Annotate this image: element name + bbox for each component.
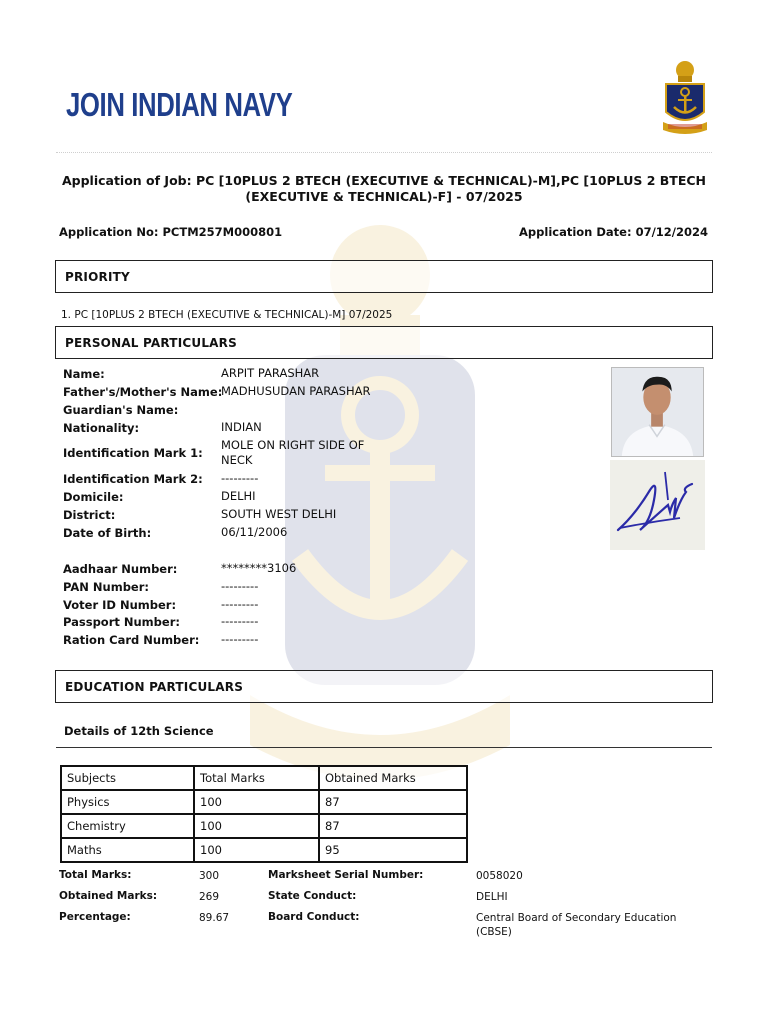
table-row bbox=[61, 814, 467, 838]
table-row bbox=[61, 790, 467, 814]
total-marks-value: 300 bbox=[199, 870, 220, 882]
marks-table bbox=[60, 765, 468, 863]
percentage-label: Percentage: bbox=[59, 911, 131, 923]
table-cell: 100 bbox=[194, 790, 319, 814]
state-conduct-value: DELHI bbox=[476, 891, 508, 903]
detail-value: 06/11/2006 bbox=[221, 525, 288, 539]
board-conduct-value: Central Board of Secondary Education (CBSE) bbox=[476, 912, 677, 938]
detail-value: ARPIT PARASHAR bbox=[221, 366, 320, 380]
header-divider bbox=[56, 152, 712, 153]
section-title: EDUCATION PARTICULARS bbox=[65, 680, 244, 694]
table-header-row bbox=[61, 766, 467, 790]
priority-item: 1. PC [10PLUS 2 BTECH (EXECUTIVE & TECHNICAL)-M] 07/2025 bbox=[61, 309, 393, 321]
detail-value: MADHUSUDAN PARASHAR bbox=[221, 384, 371, 398]
detail-value: INDIAN bbox=[221, 420, 262, 434]
applicant-signature bbox=[610, 460, 705, 550]
column-header: Total Marks bbox=[194, 766, 319, 790]
detail-label: PAN Number: bbox=[63, 580, 149, 594]
detail-label: Ration Card Number: bbox=[63, 633, 200, 647]
column-header: Subjects bbox=[61, 766, 194, 790]
table-cell: 100 bbox=[194, 838, 319, 862]
total-marks-label: Total Marks: bbox=[59, 869, 132, 881]
section-title: PERSONAL PARTICULARS bbox=[65, 336, 237, 350]
application-number: Application No: PCTM257M000801 bbox=[59, 225, 283, 239]
detail-label: Guardian's Name: bbox=[63, 403, 179, 417]
board-conduct-label: Board Conduct: bbox=[268, 911, 360, 923]
state-conduct-label: State Conduct: bbox=[268, 890, 357, 902]
detail-label: Nationality: bbox=[63, 421, 140, 435]
table-cell: 87 bbox=[319, 814, 467, 838]
detail-label: Domicile: bbox=[63, 490, 124, 504]
detail-label: Voter ID Number: bbox=[63, 598, 177, 612]
table-cell: Physics bbox=[61, 790, 194, 814]
brand-title: JOIN INDIAN NAVY bbox=[66, 86, 293, 123]
detail-value: SOUTH WEST DELHI bbox=[221, 507, 337, 521]
navy-emblem-icon bbox=[660, 58, 710, 136]
detail-label: Name: bbox=[63, 367, 105, 381]
job-title: Application of Job: PC [10PLUS 2 BTECH (EXECUTIVE & TECHNICAL)-M],PC [10PLUS 2 BTECH (EXECUTIVE & TECHNICAL)-F] - 07/2025 bbox=[61, 173, 707, 204]
applicant-photo bbox=[611, 367, 704, 457]
detail-label: Identification Mark 2: bbox=[63, 472, 203, 486]
priority-section-header bbox=[55, 260, 713, 293]
percentage-value: 89.67 bbox=[199, 912, 230, 924]
detail-value: --------- bbox=[221, 614, 259, 628]
detail-label: District: bbox=[63, 508, 116, 522]
detail-value: MOLE ON RIGHT SIDE OF NECK bbox=[221, 438, 365, 467]
serial-number-label: Marksheet Serial Number: bbox=[268, 869, 424, 881]
column-header: Obtained Marks bbox=[319, 766, 467, 790]
table-cell: 87 bbox=[319, 790, 467, 814]
obtained-marks-label: Obtained Marks: bbox=[59, 890, 158, 902]
subheading-divider bbox=[56, 747, 712, 748]
table-cell: Chemistry bbox=[61, 814, 194, 838]
detail-label: Identification Mark 1: bbox=[63, 446, 203, 460]
serial-number-value: 0058020 bbox=[476, 870, 523, 882]
table-cell: 100 bbox=[194, 814, 319, 838]
detail-value: DELHI bbox=[221, 489, 256, 503]
education-section-header bbox=[55, 670, 713, 703]
personal-section-header bbox=[55, 326, 713, 359]
section-title: PRIORITY bbox=[65, 270, 130, 284]
detail-label: Father's/Mother's Name: bbox=[63, 385, 223, 399]
detail-label: Date of Birth: bbox=[63, 526, 152, 540]
detail-label: Aadhaar Number: bbox=[63, 562, 178, 576]
detail-value: --------- bbox=[221, 579, 259, 593]
obtained-marks-value: 269 bbox=[199, 891, 220, 903]
table-row bbox=[61, 838, 467, 862]
detail-value: --------- bbox=[221, 597, 259, 611]
detail-value: ********3106 bbox=[221, 561, 297, 575]
detail-value: --------- bbox=[221, 632, 259, 646]
detail-value: --------- bbox=[221, 471, 259, 485]
table-cell: Maths bbox=[61, 838, 194, 862]
table-cell: 95 bbox=[319, 838, 467, 862]
detail-label: Passport Number: bbox=[63, 615, 180, 629]
education-subheading: Details of 12th Science bbox=[64, 724, 214, 738]
application-date: Application Date: 07/12/2024 bbox=[519, 225, 708, 239]
